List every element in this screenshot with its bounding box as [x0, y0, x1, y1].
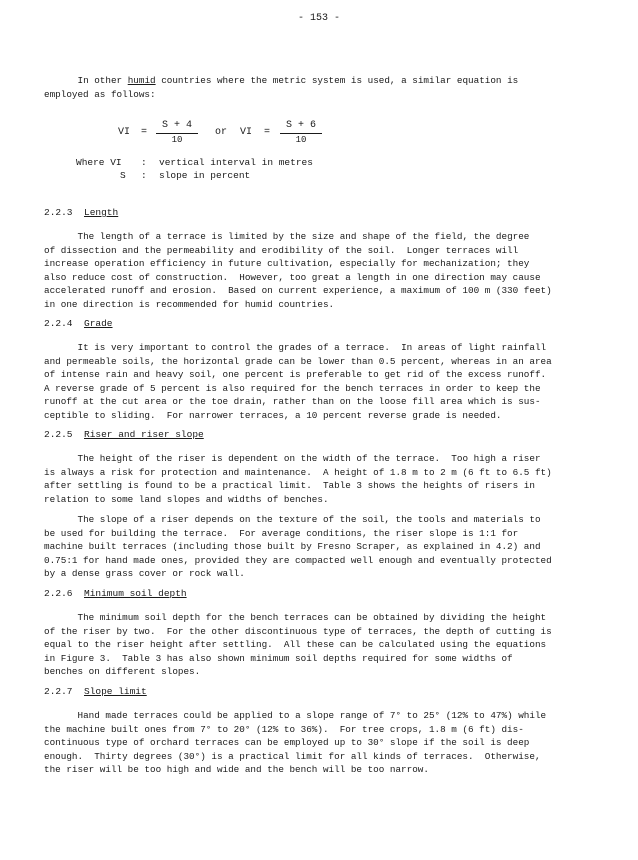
- page-number: - 153 -: [297, 13, 340, 24]
- equation-equals-1: =: [141, 127, 148, 138]
- slope-limit-paragraph: Hand made terraces could be applied to a slope range of 7° to 25° (12% to 47%) while the machine built ones from 7° to 20° (12% to 36%). For tree crops, 1.8 m (6 ft) dis- continuous type of orchard terraces can be employed up to 30° slope if the soil is deep enough. Thirty degrees (30°) is a practical limit for all kinds of terraces. Otherwise, the riser will be too high and wide and the bench will be too narrow.: [44, 710, 547, 776]
- fraction-1-numerator: S + 4: [156, 120, 198, 134]
- section-number: 2.2.7: [44, 686, 73, 697]
- section-title: Riser and riser slope: [84, 429, 204, 440]
- where-definition-vi: vertical interval in metres: [159, 157, 313, 168]
- where-definition-s: slope in percent: [159, 170, 251, 181]
- intro-paragraph: [44, 74, 602, 101]
- grade-paragraph: It is very important to control the grades of a terrace. In areas of light rainfall and permeable soils, the horizontal grade can be lower than 0.5 percent, whereas in an area of intense rain and heavy soil, one percent is preferable to get rid of the excess runoff. A reverse grade of 5 percent is also required for the bench terraces in order to keep the runoff at the cut area or the toe drain, rather than on the loose fill area which is sus- ceptible to sliding. For narrower terraces, a 10 percent reverse grade is needed.: [44, 342, 552, 421]
- intro-text-end: countries where the metric system is used, a similar equation is employed as follows:: [44, 75, 519, 100]
- section-number: 2.2.3: [44, 207, 73, 218]
- section-heading-slope-limit: [44, 686, 147, 697]
- section-number: 2.2.6: [44, 588, 73, 599]
- section-title: Minimum soil depth: [84, 588, 187, 599]
- equation-lhs-1: VI: [118, 127, 131, 138]
- intro-underlined-word: humid: [127, 75, 156, 86]
- length-paragraph: The length of a terrace is limited by the size and shape of the field, the degree of dissection and the permeability and erodibility of the soil. Longer terraces will increase operation efficiency in future cultivation, especially for mechanization; they also reduce cost of construction. However, too great a length in one direction may cause accelerated runoff and erosion. Based on current experience, a maximum of 100 m (330 feet) in one direction is recommended for humid countries.: [44, 231, 552, 310]
- section-title: Slope limit: [84, 686, 147, 697]
- equation-equals-2: =: [264, 127, 271, 138]
- fraction-2-numerator: S + 6: [280, 120, 322, 134]
- where-separator-s: :: [141, 170, 147, 181]
- where-separator-vi: :: [141, 157, 147, 168]
- soil-depth-paragraph: The minimum soil depth for the bench terraces can be obtained by dividing the height of the riser by two. For the other discontinuous type of terraces, the depth of cutting is equal to the riser height after settling. All these can be calculated using the equations in Figure 3. Table 3 has also shown minimum soil depths required for some widths of benches on different slopes.: [44, 612, 552, 678]
- section-heading-grade: [44, 318, 113, 329]
- equation-fraction-2: [280, 120, 322, 146]
- where-symbol-vi: Where VI: [76, 157, 122, 168]
- where-symbol-s: S: [120, 170, 126, 181]
- section-number: 2.2.4: [44, 318, 73, 329]
- section-title: Grade: [84, 318, 113, 329]
- section-heading-riser: [44, 429, 204, 440]
- riser-paragraph-2: The slope of a riser depends on the texture of the soil, the tools and materials to be used for building the terrace. For average conditions, the riser slope is 1:1 for machine built terraces (including those built by Fresno Scraper, as explained in 4.2) and 0.75:1 for hand made ones, provided they are compacted well enough and eventually protected by a dense grass cover or rock wall.: [44, 514, 552, 580]
- fraction-1-denominator: 10: [171, 135, 183, 145]
- intro-text-start: In other: [44, 75, 128, 86]
- section-number: 2.2.5: [44, 429, 73, 440]
- section-heading-soil-depth: [44, 588, 187, 599]
- equation-lhs-2: VI: [240, 127, 253, 138]
- section-title: Length: [84, 207, 119, 218]
- riser-paragraph-1: The height of the riser is dependent on the width of the terrace. Too high a riser is always a risk for protection and maintenance. A height of 1.8 m to 2 m (6 ft to 6.5 ft) after settling is found to be a practical limit. Table 3 shows the heights of risers in relation to some land slopes and widths of benches.: [44, 453, 552, 505]
- equation-or: or: [215, 127, 228, 138]
- section-heading-length: [44, 207, 118, 218]
- fraction-2-denominator: 10: [295, 135, 307, 145]
- equation-fraction-1: [156, 120, 198, 146]
